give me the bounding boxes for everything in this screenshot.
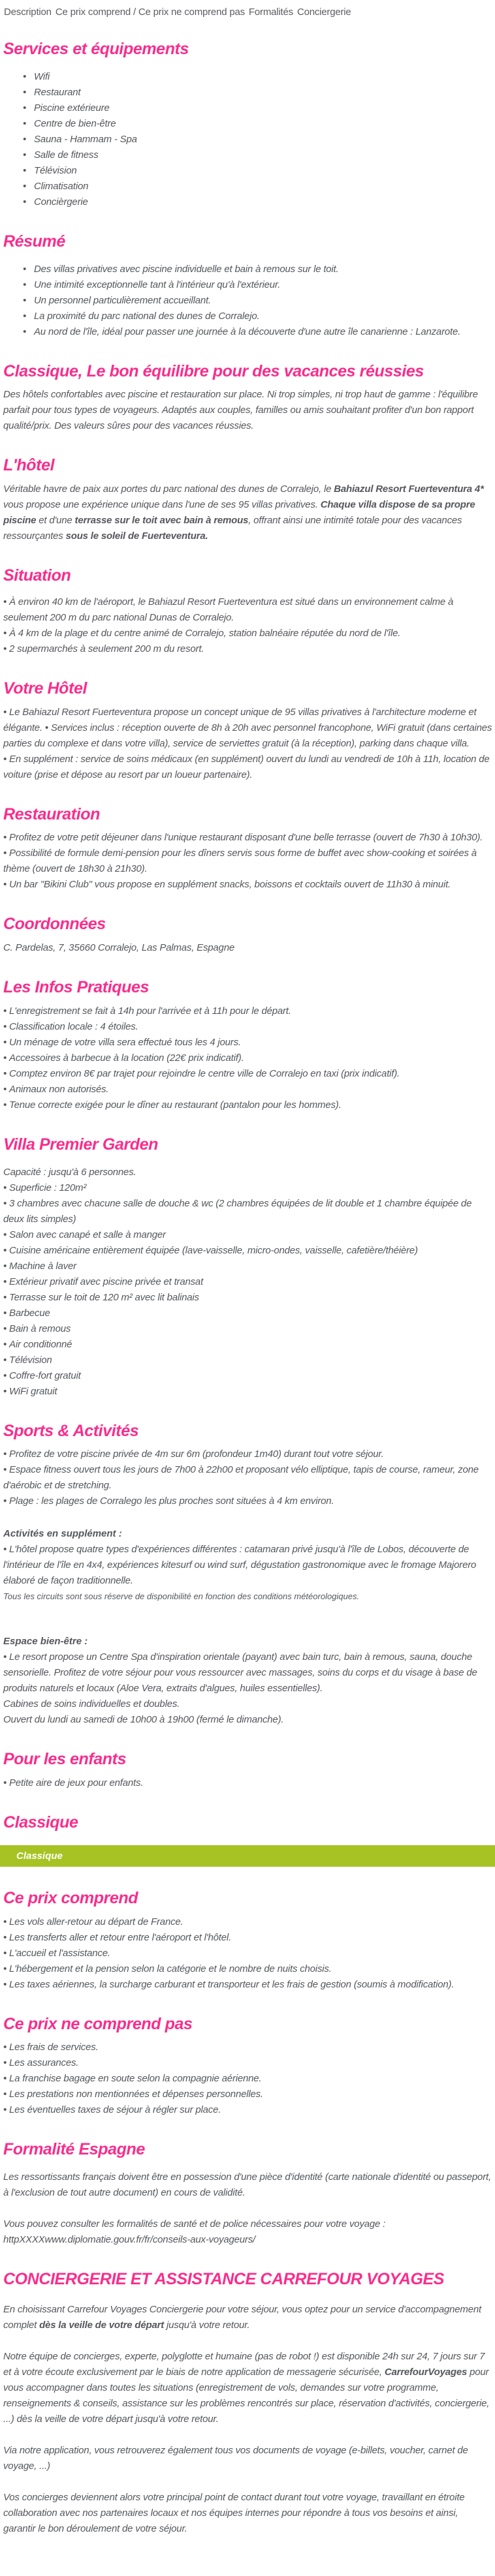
enfants-bullets xyxy=(3,1775,492,1791)
prix-comprend-bullets xyxy=(3,1914,492,1993)
bullet-line: • Barbecue xyxy=(3,1306,492,1321)
bullet-line: • Accessoires à barbecue à la location (22€ prix indicatif). xyxy=(3,1050,492,1066)
conciergerie-contact: Vos concierges deviennent alors votre principal point de contact durant tout votre voyage, travaillant en étroite collaboration avec nos partenaires locaux et nos équipes internes pour répondre à tous vos besoins et ainsi, garantir le bon déroulement de votre séjour. xyxy=(3,2491,465,2534)
prix-ne-comprend-pas-bullets xyxy=(3,2040,492,2118)
bullet-line: • Les éventuelles taxes de séjour à régler sur place. xyxy=(3,2102,492,2118)
bullet-line: • Extérieur privatif avec piscine privée et transat xyxy=(3,1274,492,1290)
bullet-line: • À 4 km de la plage et du centre animé de Corralejo, station balnéaire réputée du nord de l'île. xyxy=(3,626,492,641)
list-item: • Une intimité exceptionnelle tant à l'intérieur qu'à l'extérieur. xyxy=(23,277,492,293)
bullet-line: • Animaux non autorisés. xyxy=(3,1082,492,1097)
meteo-note: Tous les circuits sont sous réserve de disponibilité en fonction des conditions météorologiques. xyxy=(3,1591,360,1602)
bullet-line: • Télévision xyxy=(3,1353,492,1368)
section-heading-situation: Situation xyxy=(3,566,71,585)
section-heading-resume: Résumé xyxy=(3,232,65,251)
bold-text: terrasse sur le toit avec bain à remous xyxy=(74,515,249,526)
bullet-line: • Les frais de services. xyxy=(3,2040,492,2055)
bullet-line: • Machine à laver xyxy=(3,1259,492,1274)
list-item: • La proximité du parc national des dunes de Corralejo. xyxy=(23,309,492,324)
tab-bar xyxy=(3,3,492,18)
bullet-line: • Salon avec canapé et salle à manger xyxy=(3,1227,492,1243)
bullet-line: • L'hôtel propose quatre types d'expériences différentes : catamaran privé jusqu'à l'île de Lobos, découverte de l'intérieur de l'île en 4x4, expériences kitesurf ou wind surf, dégustation gastronomique avec le fromage Majorero élaboré de façon traditionnelle. xyxy=(3,1542,492,1589)
infos-pratiques-bullets xyxy=(3,1004,492,1113)
text-line: Vous pouvez consulter les formalités de santé et de police nécessaires pour votre voyage : xyxy=(3,2218,386,2230)
text-segment: Véritable havre de paix aux portes du parc national des dunes de Corralejo, le xyxy=(3,483,334,495)
section-heading-conciergerie: CONCIERGERIE ET ASSISTANCE CARREFOUR VOYAGES xyxy=(3,2270,445,2288)
sports-bullets xyxy=(3,1447,492,1509)
activites-supplement-bullets xyxy=(3,1542,492,1589)
villa-capacity: Capacité : jusqu'à 6 personnes. xyxy=(3,1166,136,1178)
bullet-line: • Espace fitness ouvert tous les jours de 7h00 à 22h00 et proposant vélo elliptique, tapis de course, rameur, zone d'aérobic et de stretching. xyxy=(3,1462,492,1494)
section-heading-infos-pratiques: Les Infos Pratiques xyxy=(3,978,150,996)
bullet-line: • Terrasse sur le toit de 120 m² avec lit balinais xyxy=(3,1290,492,1306)
section-heading-coordonnees: Coordonnées xyxy=(3,915,106,934)
espace-bien-etre-label: Espace bien-être : xyxy=(3,1636,88,1648)
list-item: • Au nord de l'île, idéal pour passer une journée à la découverte d'une autre île canarienne : Lanzarote. xyxy=(23,324,492,340)
bold-text: dès la veille de votre départ xyxy=(39,2319,165,2331)
section-heading-prix-comprend: Ce prix comprend xyxy=(3,1888,138,1907)
conciergerie-intro xyxy=(3,2302,492,2333)
bold-text: Bahiazul Resort Fuerteventura 4* xyxy=(334,483,484,495)
list-item: • Des villas privatives avec piscine individuelle et bain à remous sur le toit. xyxy=(23,262,492,277)
section-heading-villa-premier-garden: Villa Premier Garden xyxy=(3,1135,159,1154)
bullet-line: • L'hébergement et la pension selon la catégorie et le nombre de nuits choisis. xyxy=(3,1961,492,1977)
tab-prix[interactable]: Ce prix comprend / Ce prix ne comprend pas xyxy=(55,7,245,18)
section-heading-sports-activites: Sports & Activités xyxy=(3,1421,139,1440)
text-segment: jusqu'à votre retour. xyxy=(164,2319,250,2331)
bullet-line: • Les transferts aller et retour entre l'aéroport et l'hôtel. xyxy=(3,1930,492,1946)
list-item: • Centre de bien-être xyxy=(23,116,492,132)
restauration-bullets xyxy=(3,830,492,893)
bullet-line: • L'accueil et l'assistance. xyxy=(3,1946,492,1961)
bullet-line: • Tenue correcte exigée pour le dîner au restaurant (pantalon pour les hommes). xyxy=(3,1097,492,1113)
bullet-line: • Profitez de votre petit déjeuner dans l'unique restaurant disposant d'une belle terrasse (ouvert de 7h30 à 10h30). xyxy=(3,830,492,846)
tab-conciergerie[interactable]: Conciergerie xyxy=(296,7,351,18)
list-item: • Sauna - Hammam - Spa xyxy=(23,132,492,147)
spa-horaires: Ouvert du lundi au samedi de 10h00 à 19h00 (fermé le dimanche). xyxy=(3,1714,284,1726)
sections-container xyxy=(3,40,492,2537)
bullet-line: • Classification locale : 4 étoiles. xyxy=(3,1019,492,1035)
tab-description[interactable]: Description xyxy=(4,7,52,18)
bullet-line: • 2 supermarchés à seulement 200 m du resort. xyxy=(3,641,492,657)
bullet-line: • Un ménage de votre villa sera effectué tous les 4 jours. xyxy=(3,1035,492,1050)
section-heading-restauration: Restauration xyxy=(3,805,101,823)
villa-bullets xyxy=(3,1180,492,1400)
bullet-line: • Petite aire de jeux pour enfants. xyxy=(3,1775,492,1791)
text-segment: et d'une xyxy=(36,515,75,526)
section-heading-classique-equilibre: Classique, Le bon équilibre pour des vacances réussies xyxy=(3,361,424,380)
list-item: • Wifi xyxy=(23,69,492,85)
activites-supplement-label: Activités en supplément : xyxy=(3,1528,122,1540)
list-item: • Piscine extérieure xyxy=(23,100,492,116)
list-item: • Concièrgerie xyxy=(23,194,492,210)
section-heading-services: Services et équipements xyxy=(3,40,189,58)
bullet-line: • Les vols aller-retour au départ de France. xyxy=(3,1914,492,1930)
bold-text: CarrefourVoyages xyxy=(384,2366,468,2378)
bullet-line: • Les prestations non mentionnées et dépenses personnelles. xyxy=(3,2087,492,2102)
text-segment: vous propose une expérience unique dans l'une de ses 95 villas privatives. xyxy=(3,499,321,510)
bullet-line: • WiFi gratuit xyxy=(3,1384,492,1400)
text-segment: En choisissant Carrefour Voyages Conciergerie pour votre séjour, vous optez pour un service d'accompagnement complet xyxy=(3,2303,481,2331)
classique-description: Des hôtels confortables avec piscine et restauration sur place. Ni trop simples, ni trop haut de gamme : l'équilibre parfait pour tous types de voyageurs. Adaptés aux couples, familles ou amis souhaitant profiter d'un bon rapport qualité/prix. Des valeurs sûres pour des vacances réussies. xyxy=(3,389,478,432)
bullet-line: • Profitez de votre piscine privée de 4m sur 6m (profondeur 1m40) durant tout votre séjour. xyxy=(3,1447,492,1462)
list-item: • Climatisation xyxy=(23,179,492,194)
bullet-line: • La franchise bagage en soute selon la compagnie aérienne. xyxy=(3,2071,492,2087)
section-heading-votre-hotel: Votre Hôtel xyxy=(3,679,88,698)
bullet-line: • Air conditionné xyxy=(3,1337,492,1353)
list-item: • Salle de fitness xyxy=(23,147,492,163)
bullet-line: • À environ 40 km de l'aéroport, le Bahiazul Resort Fuerteventura est situé dans un environnement calme à seulement 200 m du parc national Dunas de Corralejo. xyxy=(3,594,492,626)
bullet-line: • Le Bahiazul Resort Fuerteventura propose un concept unique de 95 villas privatives à l'architecture moderne et élégante. • Services inclus : réception ouverte de 8h à 20h avec personnel francophone, WiFi gratuit (dans certaines parties du complexe et dans votre villa), service de serviettes gratuit (à la réception), parking dans chaque villa. xyxy=(3,705,492,752)
bullet-line: • Le resort propose un Centre Spa d'inspiration orientale (payant) avec bain turc, bain à remous, sauna, douche sensorielle. Profitez de votre séjour pour vous ressourcer avec massages, soins du corps et du visage à base de produits naturels et locaux (Aloe Vera, extraits d'algues, huiles essentielles). xyxy=(3,1649,492,1696)
classique-banner xyxy=(0,1845,495,1867)
bold-text: sous le soleil de Fuerteventura. xyxy=(65,530,208,542)
bullet-line: • Comptez environ 8€ par trajet pour rejoindre le centre ville de Corralejo en taxi (prix indicatif). xyxy=(3,1066,492,1082)
spa-cabines: Cabines de soins individuelles et doubles. xyxy=(3,1698,180,1710)
list-item: • Un personnel particulièrement accueillant. xyxy=(23,293,492,309)
formalite-lien xyxy=(3,2216,492,2248)
bold-text: Chaque villa dispose de sa propre piscine xyxy=(3,499,475,526)
bullet-line: • Les taxes aériennes, la surcharge carburant et transporteur et les frais de gestion (soumis à modification). xyxy=(3,1977,492,1993)
situation-bullets xyxy=(3,594,492,657)
section-heading-hotel: L'hôtel xyxy=(3,456,55,475)
section-heading-formalite-espagne: Formalité Espagne xyxy=(3,2140,145,2159)
text-segment: , offrant ainsi une intimité totale pour des vacances ressourçantes xyxy=(3,515,462,542)
list-item: • Télévision xyxy=(23,163,492,179)
bullet-line: • Possibilité de formule demi-pension pour les dîners servis sous forme de buffet avec show-cooking et soirées à thème (ouvert de 18h30 à 21h30). xyxy=(3,846,492,877)
votre-hotel-bullets xyxy=(3,705,492,783)
services-list xyxy=(3,69,492,210)
conciergerie-equipe xyxy=(3,2349,492,2427)
section-heading-classique: Classique xyxy=(3,1813,78,1832)
text-segment: Notre équipe de concierges, experte, polyglotte et humaine (pas de robot !) est disponible 24h sur 24, 7 jours sur 7 et à votre écoute exclusivement par le biais de notre application de messagerie sécurisée, xyxy=(3,2350,485,2378)
tab-formalites[interactable]: Formalités xyxy=(248,7,293,18)
bullet-line: • L'enregistrement se fait à 14h pour l'arrivée et à 11h pour le départ. xyxy=(3,1004,492,1019)
hotel-description xyxy=(3,482,492,544)
section-heading-prix-ne-comprend-pas: Ce prix ne comprend pas xyxy=(3,2014,193,2033)
bullet-line: • Bain à remous xyxy=(3,1321,492,1337)
bullet-line: • Coffre-fort gratuit xyxy=(3,1368,492,1384)
bullet-line: • Cuisine américaine entièrement équipée (lave-vaisselle, micro-ondes, vaisselle, cafetière/théière) xyxy=(3,1243,492,1259)
bullet-line: • Plage : les plages de Corralego les plus proches sont situées à 4 km environ. xyxy=(3,1494,492,1509)
text-segment: pour vous accompagner dans toutes les situations (enregistrement de vols, demandes sur votre programme, renseignements & conseils, assistance sur les problèmes rencontrés sur place, réservation d'activités, conciergerie, ...) dès la veille de votre départ jusqu'à votre retour. xyxy=(3,2366,490,2425)
bullet-line: • En supplément : service de soins médicaux (en supplément) ouvert du lundi au vendredi de 10h à 11h, location de voiture (prise et dépose au resort par un loueur partenaire). xyxy=(3,752,492,783)
address: C. Pardelas, 7, 35660 Corralejo, Las Palmas, Espagne xyxy=(3,942,234,953)
bullet-line: • Superficie : 120m² xyxy=(3,1180,492,1196)
bullet-line: • Les assurances. xyxy=(3,2055,492,2071)
conciergerie-documents: Via notre application, vous retrouverez également tous vos documents de voyage (e-billets, voucher, carnet de voyage, ...) xyxy=(3,2444,468,2472)
formalite-identite: Les ressortissants français doivent être en possession d'une pièce d'identité (carte nationale d'identité ou passeport, à l'exclusion de tout autre document) en cours de validité. xyxy=(3,2171,491,2198)
espace-bien-etre-bullets xyxy=(3,1649,492,1696)
banner-label: Classique xyxy=(16,1850,63,1862)
list-item: • Restaurant xyxy=(23,85,492,100)
section-heading-pour-les-enfants: Pour les enfants xyxy=(3,1750,127,1769)
bullet-line: • Un bar "Bikini Club" vous propose en supplément snacks, boissons et cocktails ouvert de 11h30 à minuit. xyxy=(3,877,492,893)
text-line: httpXXXXwww.diplomatie.gouv.fr/fr/conseils-aux-voyageurs/ xyxy=(3,2234,255,2245)
resume-list xyxy=(3,262,492,340)
bullet-line: • 3 chambres avec chacune salle de douche & wc (2 chambres équipées de lit double et 1 chambre équipée de deux lits simples) xyxy=(3,1196,492,1227)
